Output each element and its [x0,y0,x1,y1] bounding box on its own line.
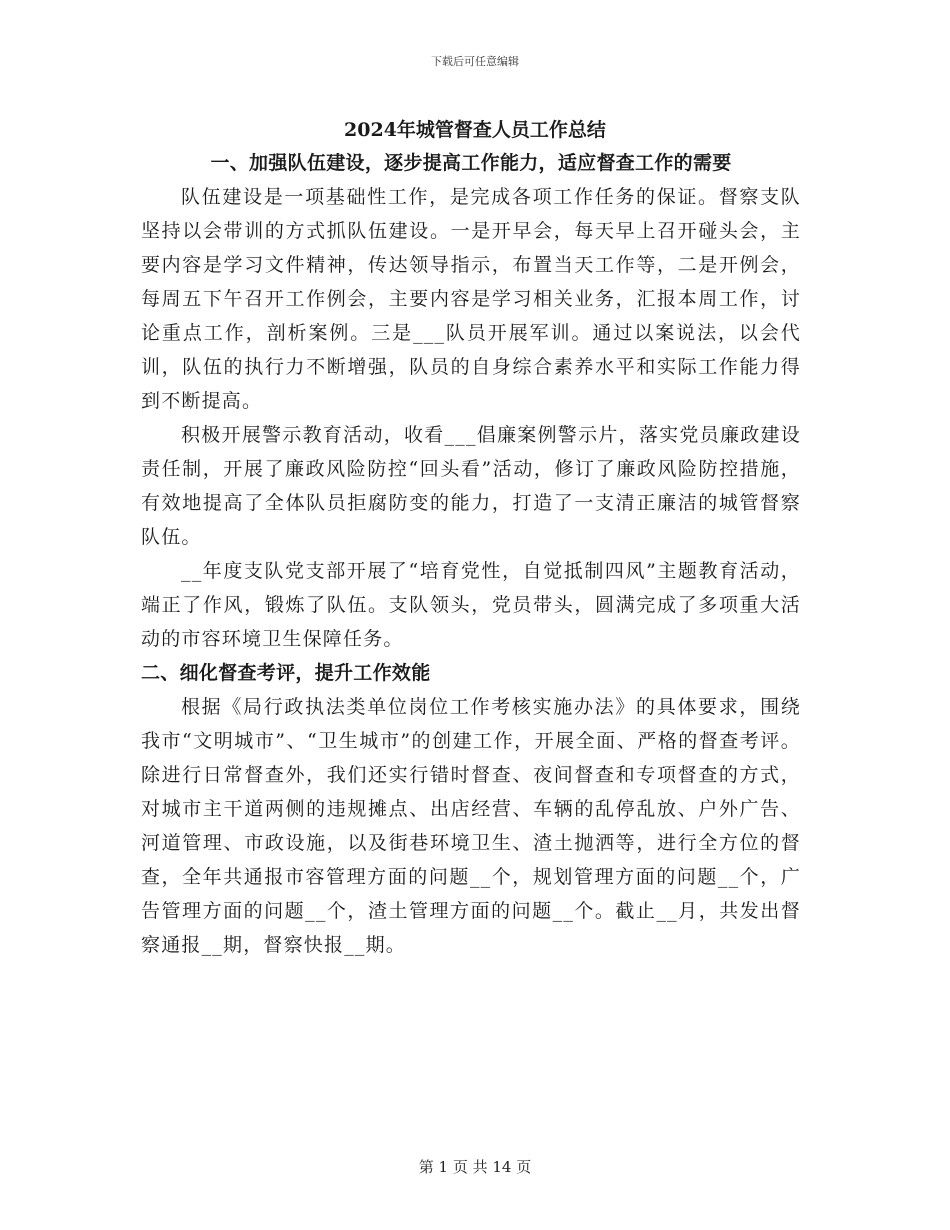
section-1-paragraph-2: 积极开展警示教育活动，收看___倡廉案例警示片，落实党员廉政建设责任制，开展了廉政风险防控“回头看”活动，修订了廉政风险防控措施，有效地提高了全体队员拒腐防变的能力，打造了一支清正廉洁的城管督察队伍。 [141,424,801,548]
page-footer: 第 1 页 共 14 页 [418,1158,532,1176]
document-body [141,146,801,962]
section-1-paragraph-1: 队伍建设是一项基础性工作，是完成各项工作任务的保证。督察支队坚持以会带训的方式抓队伍建设。一是开早会，每天早上召开碰头会，主要内容是学习文件精神，传达领导指示，布置当天工作等，二是开例会，每周五下午召开工作例会，主要内容是学习相关业务，汇报本周工作，讨论重点工作，剖析案例。三是___队员开展军训。通过以案说法，以会代训，队伍的执行力不断增强，队员的自身综合素养水平和实际工作能力得到不断提高。 [141,186,801,412]
section-1-paragraph-3: __年度支队党支部开展了“培育党性，自觉抵制四风”主题教育活动，端正了作风，锻炼了队伍。支队领头，党员带头，圆满完成了多项重大活动的市容环境卫生保障任务。 [141,560,801,650]
header-note: 下载后可任意编辑 [431,55,519,68]
document-title: 2024年城管督查人员工作总结 [344,119,606,141]
section-2-heading: 二、细化督查考评，提升工作效能 [141,662,431,684]
section-1-heading: 一、加强队伍建设，逐步提高工作能力，适应督查工作的需要 [210,152,732,174]
section-2-paragraph-1: 根据《局行政执法类单位岗位工作考核实施办法》的具体要求，围绕我市“文明城市”、“卫生城市”的创建工作，开展全面、严格的督查考评。除进行日常督查外，我们还实行错时督查、夜间督查和专项督查的方式，对城市主干道两侧的违规摊点、出店经营、车辆的乱停乱放、户外广告、河道管理、市政设施，以及街巷环境卫生、渣土抛洒等，进行全方位的督查，全年共通报市容管理方面的问题__个，规划管理方面的问题__个，广告管理方面的问题__个，渣土管理方面的问题__个。截止__月，共发出督察通报__期，督察快报__期。 [141,696,801,956]
